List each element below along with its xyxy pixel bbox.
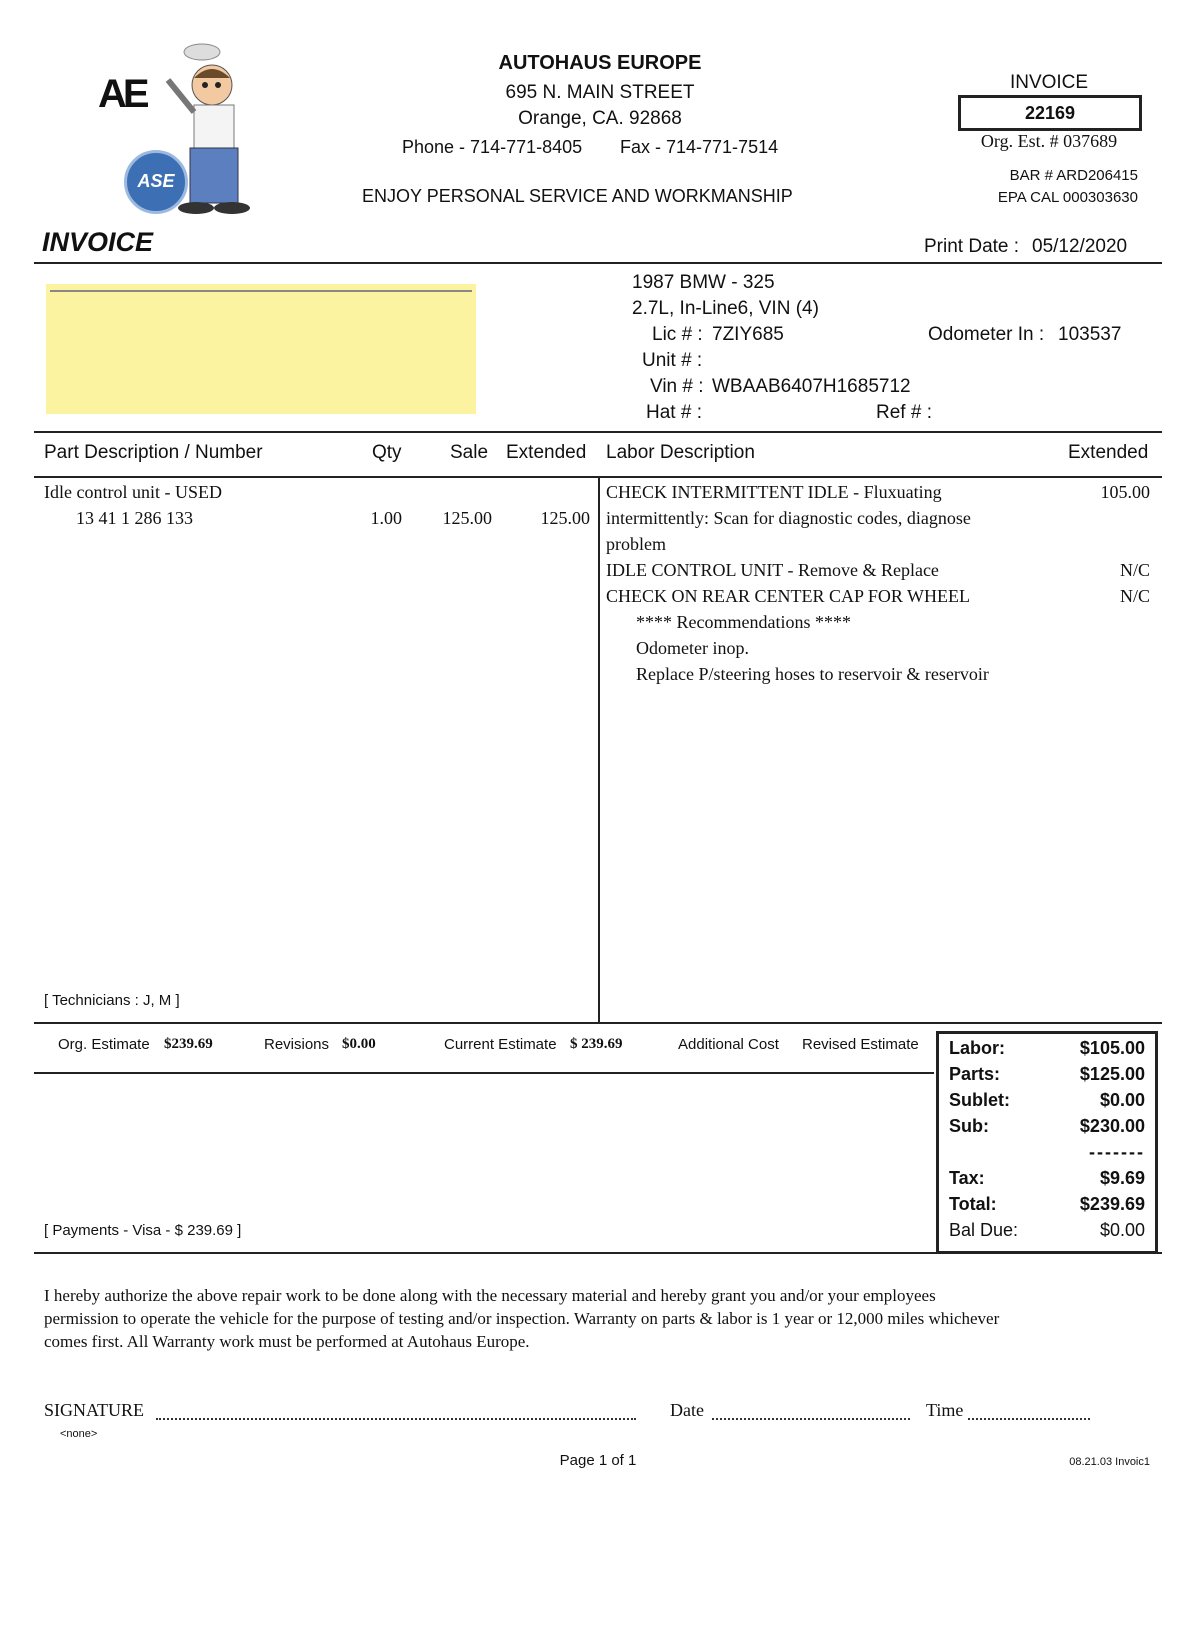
print-date-label: Print Date : bbox=[924, 236, 1020, 257]
labor-total-label: Labor: bbox=[949, 1038, 1005, 1058]
lic-value: 7ZIY685 bbox=[712, 324, 784, 345]
authorization-text bbox=[44, 1284, 1154, 1353]
shop-phone: Phone - 714-771-8405 bbox=[402, 137, 583, 157]
vin-value: WBAAB6407H1685712 bbox=[712, 376, 911, 397]
parts-header-description: Part Description / Number bbox=[44, 442, 263, 463]
parts-labor-divider bbox=[598, 476, 600, 1022]
invoice-box-label: INVOICE bbox=[1009, 72, 1089, 93]
ase-badge-text: ASE bbox=[137, 171, 175, 191]
labor-header-description: Labor Description bbox=[606, 442, 755, 463]
total-value: $239.69 bbox=[1079, 1194, 1145, 1214]
current-estimate-value: $ 239.69 bbox=[570, 1036, 623, 1052]
header-divider bbox=[34, 262, 1162, 264]
print-date: 05/12/2020 bbox=[1032, 236, 1128, 257]
labor-item-line: problem bbox=[606, 534, 666, 554]
labor-item-line: IDLE CONTROL UNIT - Remove & Replace bbox=[606, 560, 939, 580]
date-label: Date bbox=[670, 1400, 704, 1420]
tax-label: Tax: bbox=[949, 1168, 985, 1188]
labor-item-line: CHECK ON REAR CENTER CAP FOR WHEEL bbox=[606, 586, 971, 606]
vehicle-divider bbox=[34, 431, 1162, 433]
bal-due-value: $0.00 bbox=[1099, 1220, 1145, 1240]
part-extended: 125.00 bbox=[540, 508, 590, 528]
shop-fax: Fax - 714-771-7514 bbox=[620, 137, 779, 157]
recommendations-heading: **** Recommendations **** bbox=[636, 612, 851, 632]
redacted-customer-block bbox=[46, 284, 476, 414]
epa-number: EPA CAL 000303630 bbox=[997, 189, 1138, 206]
vin-label: Vin # : bbox=[650, 376, 704, 397]
invoice-number: 22169 bbox=[958, 95, 1142, 131]
parts-header-qty: Qty bbox=[372, 442, 402, 463]
unit-label: Unit # : bbox=[642, 350, 703, 371]
shop-city: Orange, CA. 92868 bbox=[518, 108, 682, 129]
tax-value: $9.69 bbox=[1099, 1168, 1145, 1188]
page-number: Page 1 of 1 bbox=[559, 1452, 637, 1469]
lic-label: Lic # : bbox=[652, 324, 703, 345]
authorization-line: I hereby authorize the above repair work to be done along with the necessary material and hereby grant you and/or your employees bbox=[44, 1286, 936, 1305]
authorization-line: comes first. All Warranty work must be performed at Autohaus Europe. bbox=[44, 1332, 530, 1351]
parts-total-value: $125.00 bbox=[1079, 1064, 1145, 1084]
org-est-number: Org. Est. # 037689 bbox=[980, 131, 1118, 151]
shop-slogan: ENJOY PERSONAL SERVICE AND WORKMANSHIP bbox=[362, 186, 793, 206]
shop-street: 695 N. MAIN STREET bbox=[505, 82, 695, 103]
shop-name: AUTOHAUS EUROPE bbox=[498, 52, 702, 74]
signature-line[interactable] bbox=[156, 1418, 636, 1420]
additional-cost-label: Additional Cost bbox=[678, 1036, 779, 1053]
recommendation-item: Odometer inop. bbox=[636, 638, 749, 658]
totals-box bbox=[936, 1031, 1158, 1254]
time-label: Time bbox=[926, 1400, 964, 1420]
sub-total-label: Sub: bbox=[949, 1116, 989, 1136]
sub-total-value: $230.00 bbox=[1079, 1116, 1145, 1136]
recommendation-item: Replace P/steering hoses to reservoir & reservoir bbox=[636, 664, 989, 684]
form-code: 08.21.03 Invoic1 bbox=[1069, 1456, 1150, 1468]
revisions-value: $0.00 bbox=[342, 1036, 376, 1052]
part-qty: 1.00 bbox=[370, 508, 402, 528]
vehicle-engine: 2.7L, In-Line6, VIN (4) bbox=[632, 298, 819, 319]
part-sale: 125.00 bbox=[442, 508, 492, 528]
labor-item-amount: N/C bbox=[1119, 560, 1150, 580]
sublet-total-value: $0.00 bbox=[1099, 1090, 1145, 1110]
org-estimate-value: $239.69 bbox=[164, 1036, 213, 1052]
sublet-total-label: Sublet: bbox=[949, 1090, 1010, 1110]
ref-label: Ref # : bbox=[876, 402, 932, 423]
date-line[interactable] bbox=[712, 1418, 910, 1420]
part-description: Idle control unit - USED bbox=[44, 482, 222, 502]
totals-divider-line bbox=[34, 1252, 1162, 1254]
labor-item-amount: 105.00 bbox=[1100, 482, 1150, 502]
revised-estimate-label: Revised Estimate bbox=[802, 1036, 919, 1053]
part-number: 13 41 1 286 133 bbox=[76, 508, 193, 528]
time-line[interactable] bbox=[968, 1418, 1090, 1420]
redaction-line bbox=[50, 290, 472, 292]
signature-none: <none> bbox=[60, 1428, 98, 1440]
revisions-label: Revisions bbox=[264, 1036, 330, 1053]
ase-badge-icon bbox=[124, 150, 188, 214]
bar-number: BAR # ARD206415 bbox=[1009, 167, 1138, 184]
payments: [ Payments - Visa - $ 239.69 ] bbox=[44, 1222, 242, 1239]
signature-label: SIGNATURE bbox=[44, 1400, 145, 1420]
odometer-label: Odometer In : bbox=[928, 324, 1045, 345]
labor-item-line: CHECK INTERMITTENT IDLE - Fluxuating bbox=[606, 482, 942, 502]
labor-item-line: intermittently: Scan for diagnostic codes, diagnose bbox=[606, 508, 971, 528]
odometer-value: 103537 bbox=[1058, 324, 1122, 345]
labor-header-extended: Extended bbox=[1068, 442, 1149, 463]
body-divider bbox=[34, 1022, 1162, 1024]
page-title: INVOICE bbox=[42, 227, 154, 257]
hat-label: Hat # : bbox=[646, 402, 702, 423]
parts-header-extended: Extended bbox=[506, 442, 587, 463]
bal-due-label: Bal Due: bbox=[949, 1220, 1019, 1240]
shop-logo: AE bbox=[98, 72, 146, 116]
parts-header-sale: Sale bbox=[450, 442, 489, 463]
labor-item-amount: N/C bbox=[1119, 586, 1150, 606]
estimates-divider bbox=[34, 1072, 934, 1074]
labor-total-value: $105.00 bbox=[1079, 1038, 1145, 1058]
total-label: Total: bbox=[949, 1194, 997, 1214]
vehicle-model: 1987 BMW - 325 bbox=[632, 272, 775, 293]
totals-divider: ------- bbox=[1089, 1142, 1145, 1162]
authorization-line: permission to operate the vehicle for the purpose of testing and/or inspection. Warranty on parts & labor is 1 year or 12,000 miles whichever bbox=[44, 1309, 1000, 1328]
org-estimate-label: Org. Estimate bbox=[58, 1036, 150, 1053]
parts-total-label: Parts: bbox=[949, 1064, 1001, 1084]
current-estimate-label: Current Estimate bbox=[444, 1036, 557, 1053]
technicians: [ Technicians : J, M ] bbox=[44, 992, 180, 1009]
